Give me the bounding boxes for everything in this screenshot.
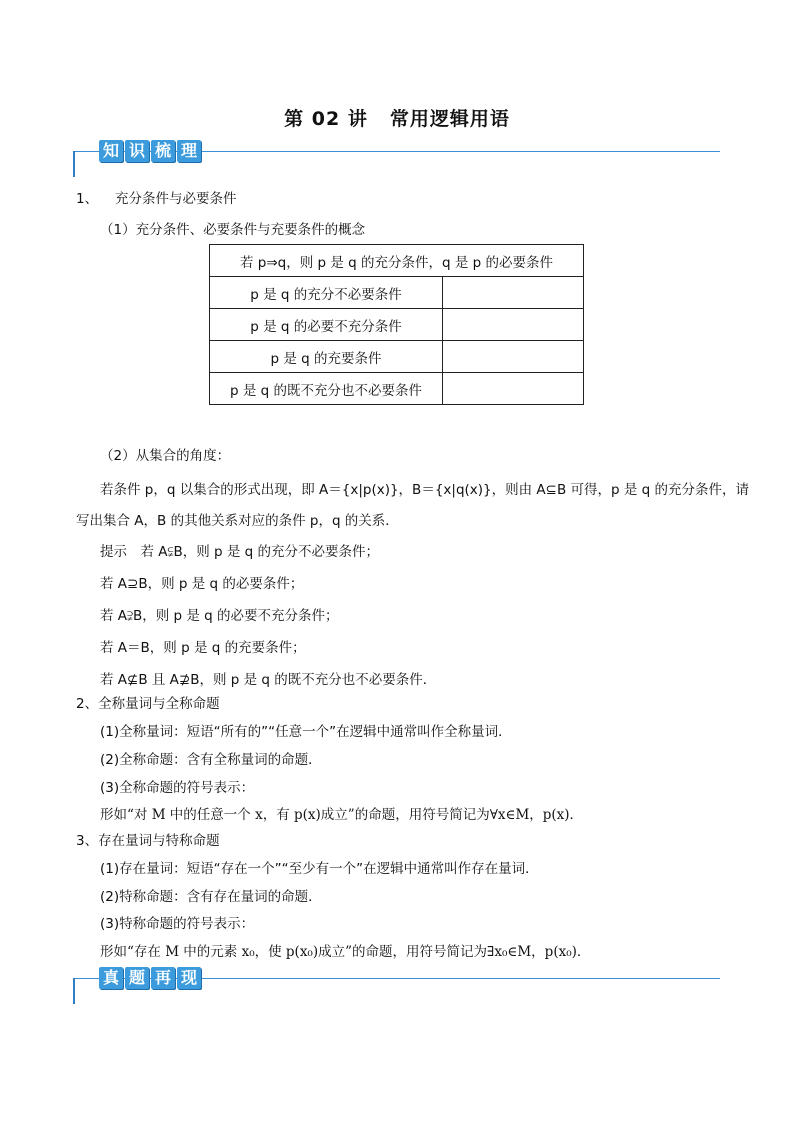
- item3-heading: 3、存在量词与特称命题: [76, 833, 220, 849]
- tab-char: 题: [125, 967, 149, 989]
- section-bracket: [73, 151, 75, 177]
- section-tab: [96, 966, 204, 990]
- table-cell-empty: [443, 341, 584, 373]
- hint-line: 提示 若 A⫋B，则 p 是 q 的充分不必要条件；: [100, 544, 380, 560]
- item3-line: (1)存在量词：短语“存在一个”“至少有一个”在逻辑中通常叫作存在量词．: [100, 861, 539, 877]
- tab-char: 理: [177, 140, 201, 162]
- item2-line: (3)全称命题的符号表示：: [100, 780, 255, 796]
- table-cell: p 是 q 的既不充分也不必要条件: [210, 373, 443, 405]
- paragraph-line: 写出集合 A，B 的其他关系对应的条件 p，q 的关系．: [76, 513, 399, 529]
- tab-char: 再: [151, 967, 175, 989]
- item3-line: (3)特称命题的符号表示：: [100, 916, 255, 932]
- item2-line: (2)全称命题：含有全称量词的命题．: [100, 752, 322, 768]
- subheading-2: （2）从集合的角度：: [100, 448, 231, 464]
- table-row: [210, 341, 584, 373]
- item3-line: (2)特称命题：含有存在量词的命题．: [100, 889, 322, 905]
- hint-line: 若 A⊇B，则 p 是 q 的必要条件；: [100, 576, 304, 592]
- item1-heading: 充分条件与必要条件: [115, 191, 237, 207]
- table-cell-empty: [443, 309, 584, 341]
- concept-table: [209, 244, 584, 405]
- page-title: [0, 104, 794, 131]
- section-tab: [96, 139, 204, 163]
- table-header: 若 p⇒q，则 p 是 q 的充分条件，q 是 p 的必要条件: [210, 245, 584, 277]
- table-cell-empty: [443, 373, 584, 405]
- item2-line: (1)全称量词：短语“所有的”“任意一个”在逻辑中通常叫作全称量词．: [100, 724, 512, 740]
- tab-char: 梳: [151, 140, 175, 162]
- table-row: [210, 277, 584, 309]
- title-lecture-number: 第 02 讲: [284, 108, 368, 130]
- table-cell: p 是 q 的必要不充分条件: [210, 309, 443, 341]
- table-row: [210, 309, 584, 341]
- table-cell-empty: [443, 277, 584, 309]
- table-cell: p 是 q 的充要条件: [210, 341, 443, 373]
- item3-line: 形如“存在 M 中的元素 x₀，使 p(x₀)成立”的命题，用符号简记为∃x₀∈M，p(x₀)．: [100, 944, 591, 960]
- tab-char: 识: [125, 140, 149, 162]
- item1-number: 1、: [76, 191, 99, 207]
- hint-line: 若 A⫌B，则 p 是 q 的必要不充分条件；: [100, 608, 339, 624]
- title-topic: 常用逻辑用语: [389, 108, 510, 130]
- paragraph-line: 若条件 p，q 以集合的形式出现，即 A＝{x|p(x)}，B＝{x|q(x)}，则由 A⊆B 可得，p 是 q 的充分条件，请: [100, 482, 750, 498]
- table-row: [210, 373, 584, 405]
- table-cell: p 是 q 的充分不必要条件: [210, 277, 443, 309]
- section-bracket: [73, 978, 75, 1004]
- hint-line: 若 A＝B，则 p 是 q 的充要条件；: [100, 640, 306, 656]
- item2-heading: 2、全称量词与全称命题: [76, 696, 220, 712]
- subheading-1: （1）充分条件、必要条件与充要条件的概念: [100, 222, 366, 238]
- item2-line: 形如“对 M 中的任意一个 x，有 p(x)成立”的命题，用符号简记为∀x∈M，p(x)．: [100, 807, 584, 823]
- tab-char: 真: [99, 967, 123, 989]
- tab-char: 知: [99, 140, 123, 162]
- hint-line: 若 A⊈B 且 A⊉B，则 p 是 q 的既不充分也不必要条件．: [100, 672, 437, 688]
- tab-char: 现: [177, 967, 201, 989]
